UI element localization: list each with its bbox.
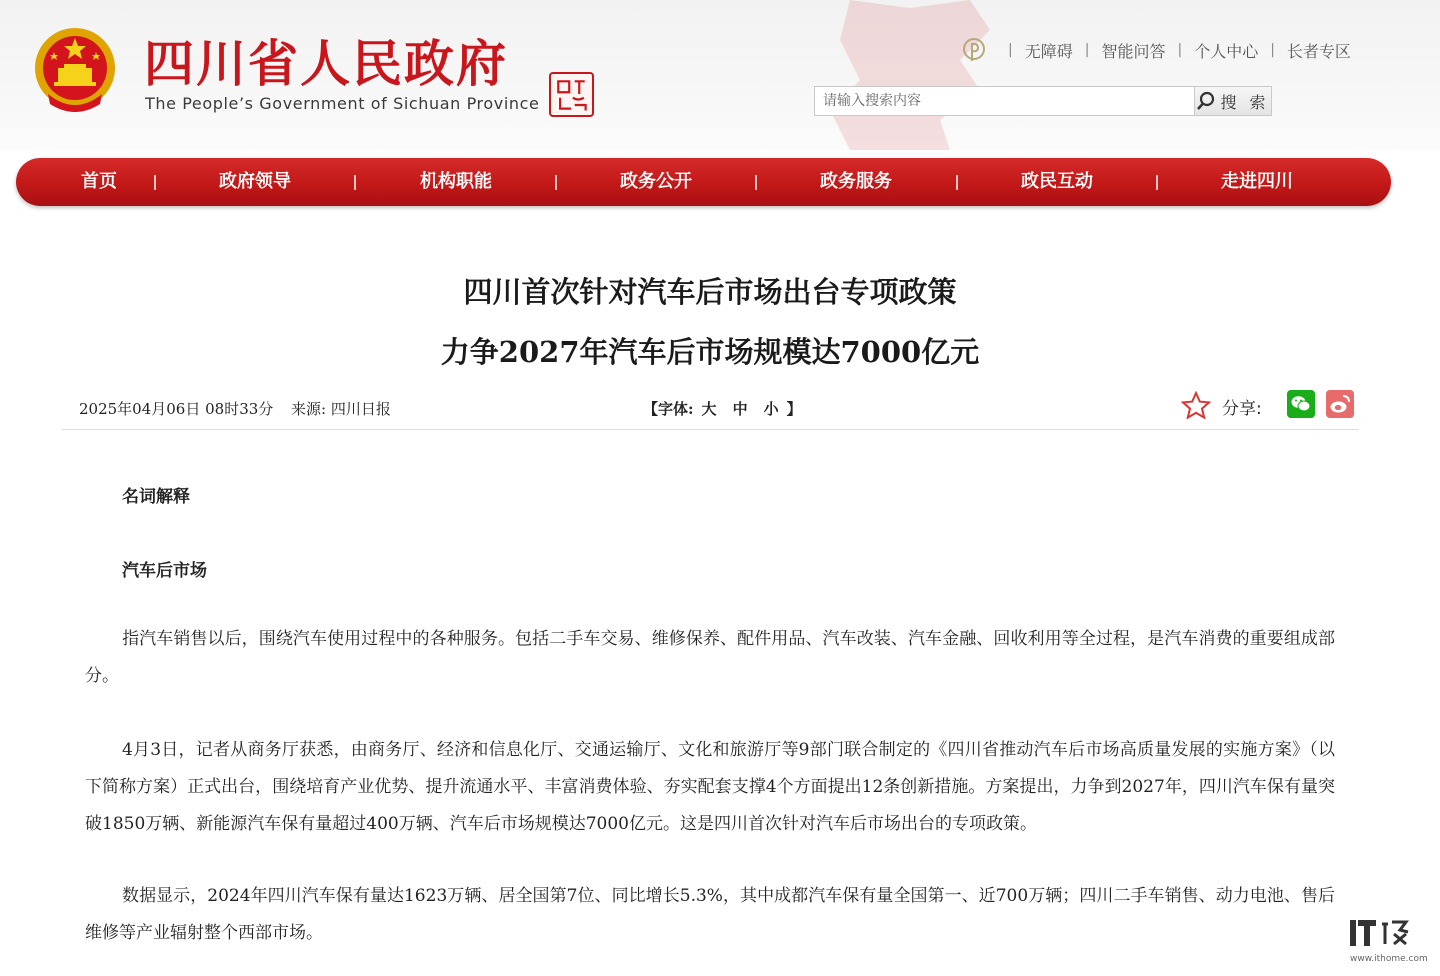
paragraph-policy [85, 732, 1335, 843]
article-title-line2: 力争2027年汽车后市场规模达7000亿元 [440, 335, 980, 369]
weibo-share-icon[interactable] [1326, 390, 1354, 418]
nav-separator [1156, 175, 1158, 190]
nav-item-gov-services[interactable]: 政务服务 [820, 171, 892, 192]
section-heading-glossary: 名词解释 [122, 487, 190, 507]
sichuan-map-decoration [790, 0, 1250, 150]
paragraph-policy-text: 4月3日，记者从商务厅获悉，由商务厅、经济和信息化厅、交通运输厅、文化和旅游厅等9部门联合制定的《四川省推动汽车后市场高质量发展的实施方案》（以下简称方案）正式出台，围绕培育产业优势、提升流通水平、丰富消费体验、夯实配套支撑4个方面提出12条创新措施。方案提出，力争到2027年，四川汽车保有量突破1850万辆、新能源汽车保有量超过400万辆、汽车后市场规模达7000亿元。这是四川首次针对汽车后市场出台的专项政策。 [85, 740, 1335, 834]
nav-separator [956, 175, 958, 190]
font-size-large[interactable]: 大 [701, 400, 717, 418]
nav-item-leaders[interactable]: 政府领导 [219, 171, 291, 192]
search-input[interactable] [814, 86, 1194, 116]
paragraph-data-text: 数据显示，2024年四川汽车保有量达1623万辆、居全国第7位、同比增长5.3%，其中成都汽车保有量全国第一、近700万辆；四川二手车销售、动力电池、售后维修等产业辐射整个西部市场。 [85, 886, 1335, 943]
search-bar [814, 86, 1272, 116]
search-icon [1196, 91, 1216, 111]
link-separator: | [1270, 42, 1275, 58]
star-favorite-icon[interactable] [1181, 391, 1211, 419]
article-source: 来源: 四川日报 [291, 400, 391, 418]
pinterest-style-icon[interactable] [962, 37, 986, 63]
search-button-label: 搜 索 [1220, 92, 1270, 112]
font-size-label: 【字体: [643, 400, 694, 418]
nav-separator [555, 175, 557, 190]
paragraph-definition [85, 621, 1335, 695]
link-accessibility[interactable]: 无障碍 [1024, 41, 1073, 61]
nav-item-institutions[interactable]: 机构职能 [420, 171, 492, 192]
meta-divider [62, 429, 1359, 430]
nav-item-home[interactable]: 首页 [81, 171, 117, 192]
article-title-line1: 四川首次针对汽车后市场出台专项政策 [463, 275, 957, 309]
search-button[interactable] [1194, 86, 1272, 116]
share-label: 分享: [1222, 399, 1262, 419]
article-date: 2025年04月06日 08时33分 [79, 400, 274, 418]
link-elderly-zone[interactable]: 长者专区 [1286, 41, 1351, 61]
link-separator: | [1084, 42, 1090, 58]
main-nav [16, 158, 1391, 206]
nav-item-interaction[interactable]: 政民互动 [1021, 171, 1093, 192]
paragraph-definition-text: 指汽车销售以后，围绕汽车使用过程中的各种服务。包括二手车交易、维修保养、配件用品、汽车改装、汽车金融、回收利用等全过程，是汽车消费的重要组成部分。 [85, 629, 1335, 686]
link-separator: | [1008, 42, 1013, 58]
national-emblem-icon [30, 24, 120, 116]
section-heading-term: 汽车后市场 [122, 561, 207, 581]
font-size-medium[interactable]: 中 [732, 400, 748, 418]
nav-separator [755, 175, 757, 190]
font-size-close: 】 [786, 400, 802, 418]
link-personal-center[interactable]: 个人中心 [1194, 41, 1259, 61]
top-links [962, 36, 1351, 64]
nav-item-gov-affairs[interactable]: 政务公开 [620, 171, 692, 192]
site-title-en: The People’s Government of Sichuan Province [145, 94, 540, 113]
nav-separator [354, 175, 356, 190]
seal-logo-icon [549, 72, 594, 117]
site-header [0, 0, 1440, 150]
site-title-cn[interactable]: 四川省人民政府 [144, 35, 508, 93]
nav-item-about-sichuan[interactable]: 走进四川 [1221, 171, 1293, 192]
link-smart-qa[interactable]: 智能问答 [1101, 41, 1166, 61]
nav-separator [154, 175, 156, 190]
link-separator: | [1177, 42, 1183, 58]
wechat-share-icon[interactable] [1287, 390, 1315, 418]
font-size-switcher [643, 398, 802, 419]
paragraph-data [85, 878, 1335, 952]
watermark-url: www.ithome.com [1350, 954, 1428, 964]
font-size-small[interactable]: 小 [763, 400, 779, 418]
